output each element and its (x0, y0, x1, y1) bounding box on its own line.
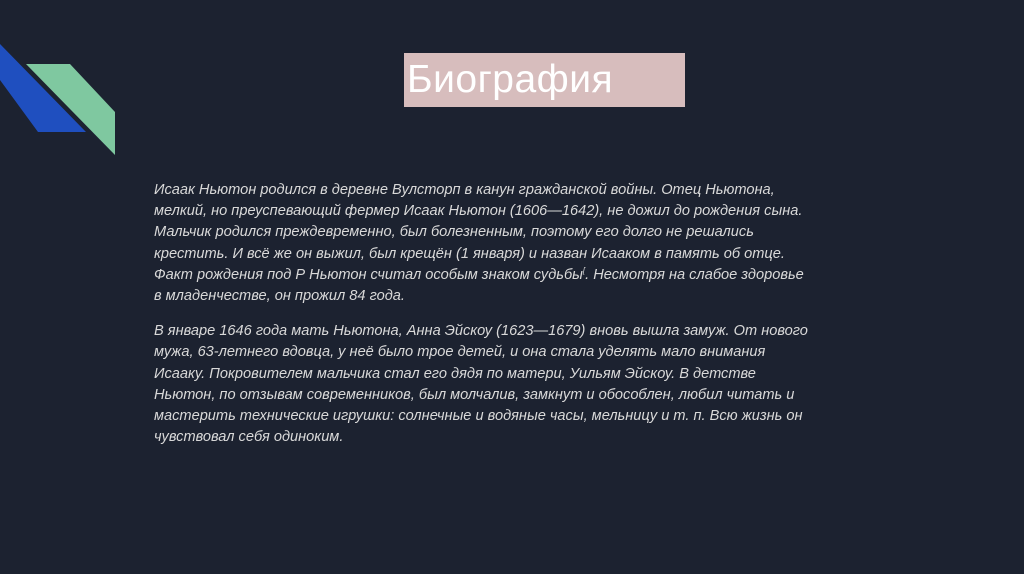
p2-line-6: чувствовал себя одиноким. (154, 429, 344, 446)
p1-line-1: Исаак Ньютон родился в деревне Вулсторп в канун гражданской войны. Отец Ньютона, (154, 182, 775, 198)
p2-line-2: мужа, 63-летнего вдовца, у неё было трое детей, и она стала уделять мало внимания (154, 344, 766, 361)
corner-ribbon-decoration (0, 0, 120, 160)
p1-line-6: в младенчестве, он прожил 84 года. (154, 288, 405, 305)
p1-line-2: мелкий, но преуспевающий фермер Исаак Ньютон (1606—1642), не дожил до рождения сына. (154, 203, 803, 220)
p1-line-5-tail: . Несмотря на слабое здоровье (585, 266, 804, 283)
paragraph-2 (154, 321, 914, 448)
p2-line-4: Ньютон, по отзывам современников, был молчалив, замкнут и обособлен, любил читать и (154, 386, 795, 403)
p1-line-5: Факт рождения под Р Ньютон считал особым знаком судьбы (154, 266, 583, 283)
footnote-link[interactable]: [ (582, 265, 586, 275)
body-text (154, 180, 914, 462)
p2-line-5: мастерить технические игрушки: солнечные и водяные часы, мельницу и т. п. Всю жизнь он (154, 408, 803, 425)
p1-line-4: крестить. И всё же он выжил, был крещён (1 января) и назван Исааком в память об отце. (154, 245, 785, 262)
p1-line-3: Мальчик родился преждевременно, был болезненным, поэтому его долго не решались (154, 224, 754, 241)
slide-title: Биография (404, 53, 685, 107)
paragraph-1 (154, 180, 914, 307)
p2-line-1: В январе 1646 года мать Ньютона, Анна Эйскоу (1623—1679) вновь вышла замуж. От нового (154, 323, 808, 340)
p2-line-3: Исааку. Покровителем мальчика стал его дядя по матери, Уильям Эйскоу. В детстве (154, 365, 756, 382)
